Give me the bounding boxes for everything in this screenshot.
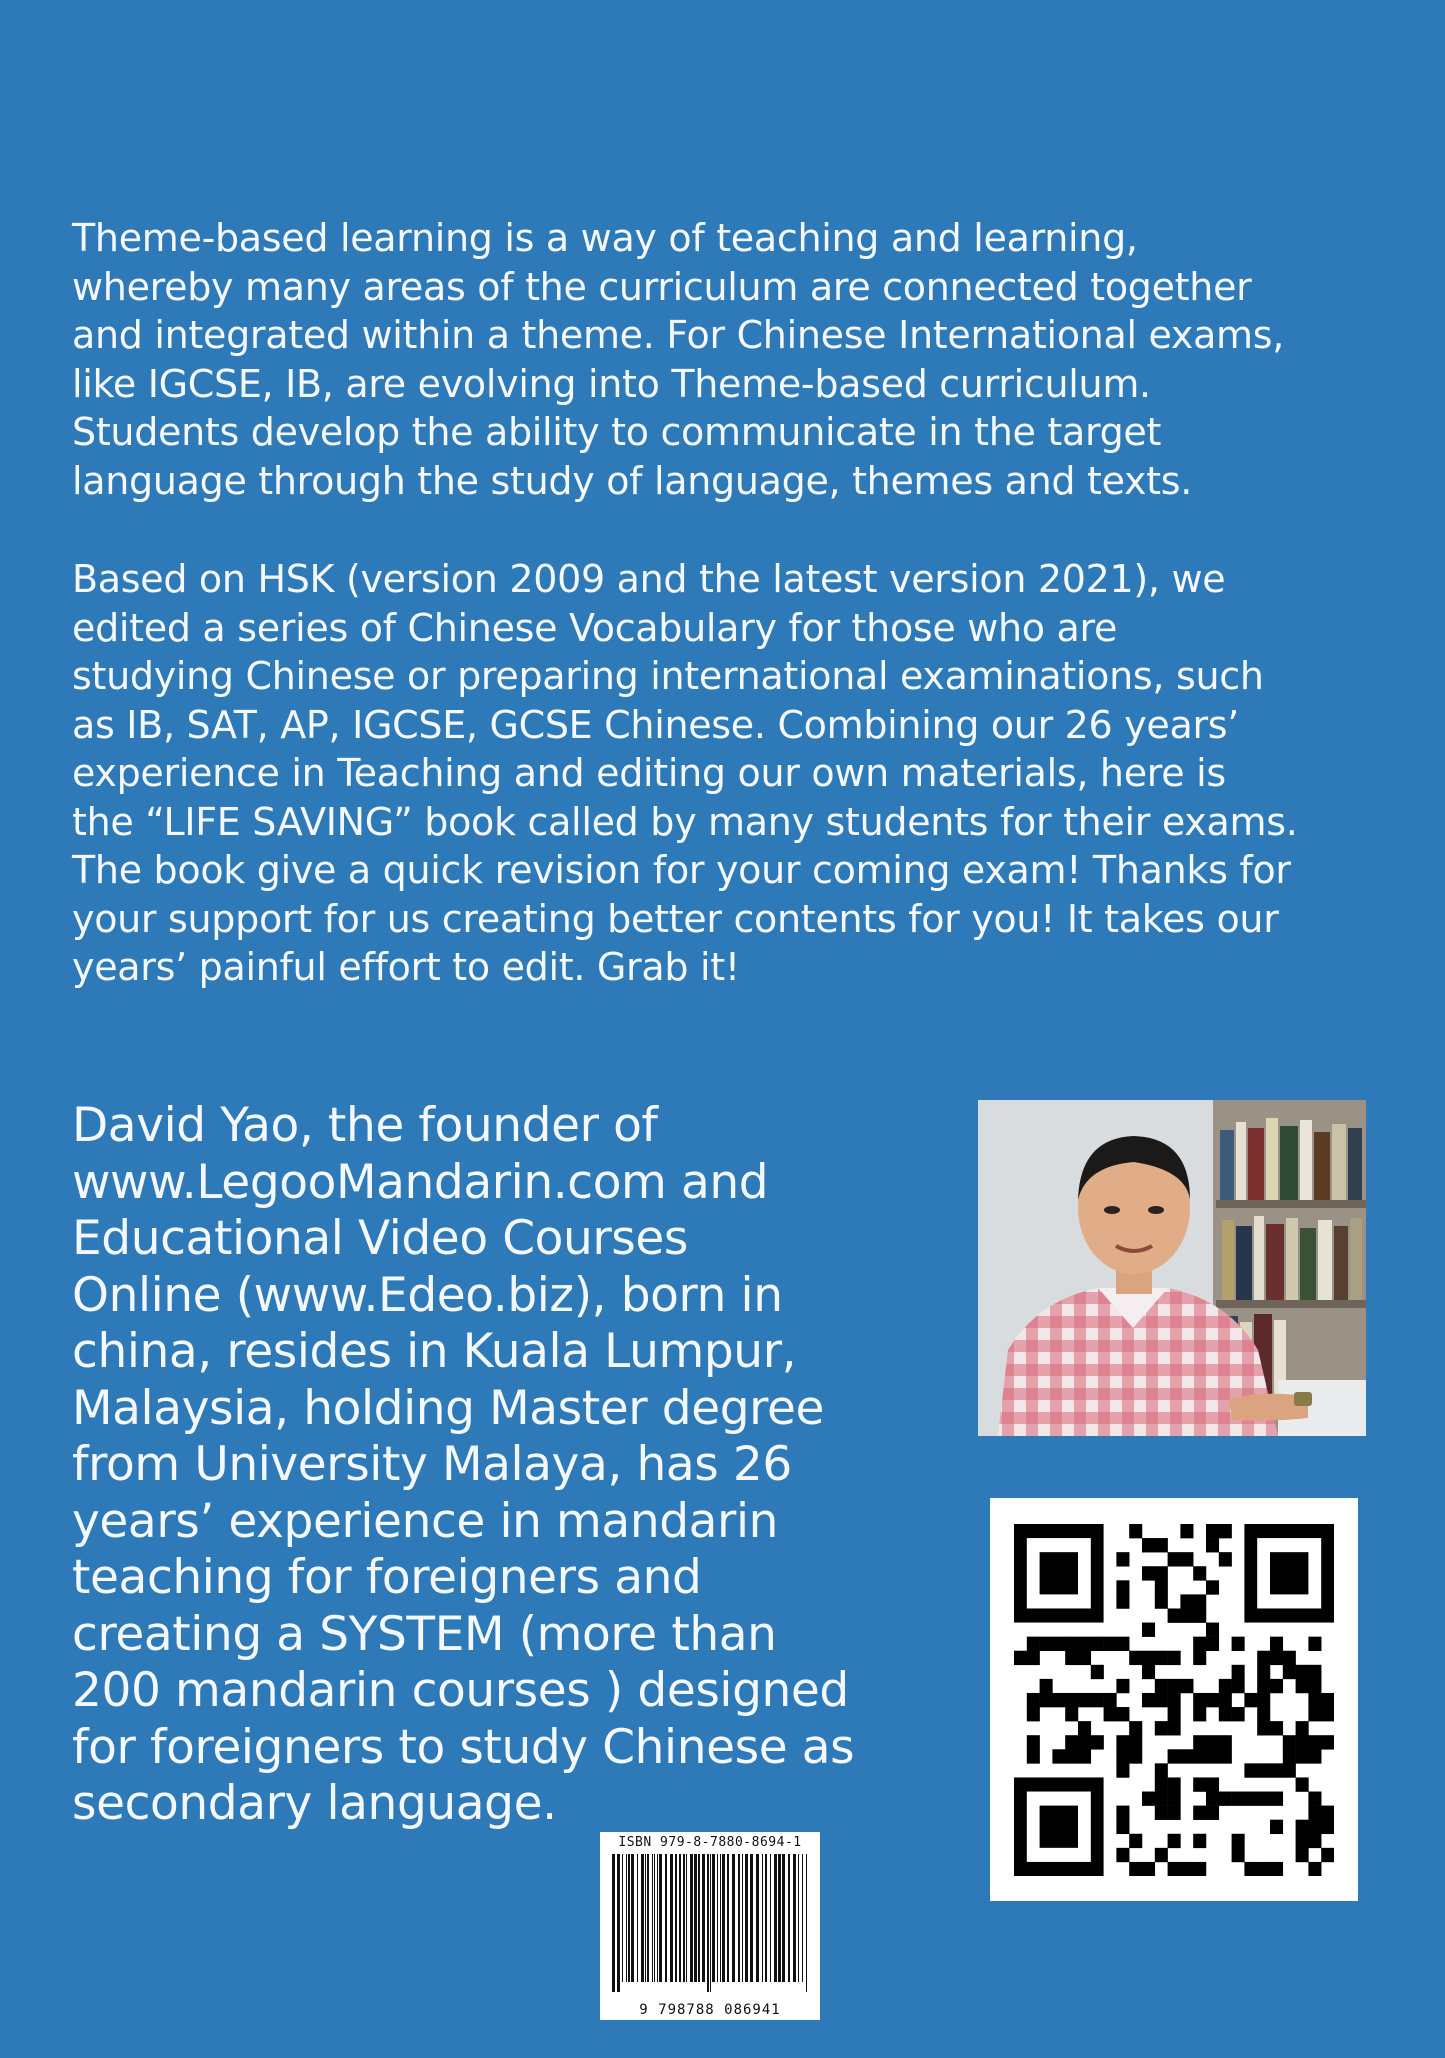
description-paragraph-1: Theme-based learning is a way of teaching and learning, whereby many areas of the curriculum are connected together and integrated within a theme. For Chinese International exams, like IGCSE, IB, are evolving into Theme-based curriculum. Students develop the ability to communicate in the target language through the study of language, themes and texts. [72,216,1285,503]
author-photo [978,1100,1366,1436]
isbn-digits: 9 798788 086941 [639,2002,781,2018]
barcode-bars [608,1854,812,1992]
author-bio: David Yao, the founder of www.LegooMandarin.com and Educational Video Courses Online (www.Edeo.biz), born in china, resides in Kuala Lumpur, Malaysia, holding Master degree from University Malaya, has 26 years’ experience in mandarin teaching for foreigners and creating a SYSTEM (more than 200 mandarin courses ) designed for foreigners to study Chinese as secondary language. [72,1098,855,1831]
isbn-label: ISBN 979-8-7880-8694-1 [618,1835,802,1850]
description-paragraph-2: Based on HSK (version 2009 and the latest version 2021), we edited a series of Chinese Vocabulary for those who are studying Chinese or preparing international examinations, such as IB, SAT, AP, IGCSE, GCSE Chinese. Combining our 26 years’ experience in Teaching and editing our own materials, here is the “LIFE SAVING” book called by many students for their exams. The book give a quick revision for your coming exam! Thanks for your support for us creating better contents for you! It takes our years’ painful effort to edit. Grab it! [72,557,1298,989]
isbn-barcode [600,1832,820,2020]
qr-code [990,1498,1358,1901]
qr-code-matrix [1014,1524,1334,1876]
